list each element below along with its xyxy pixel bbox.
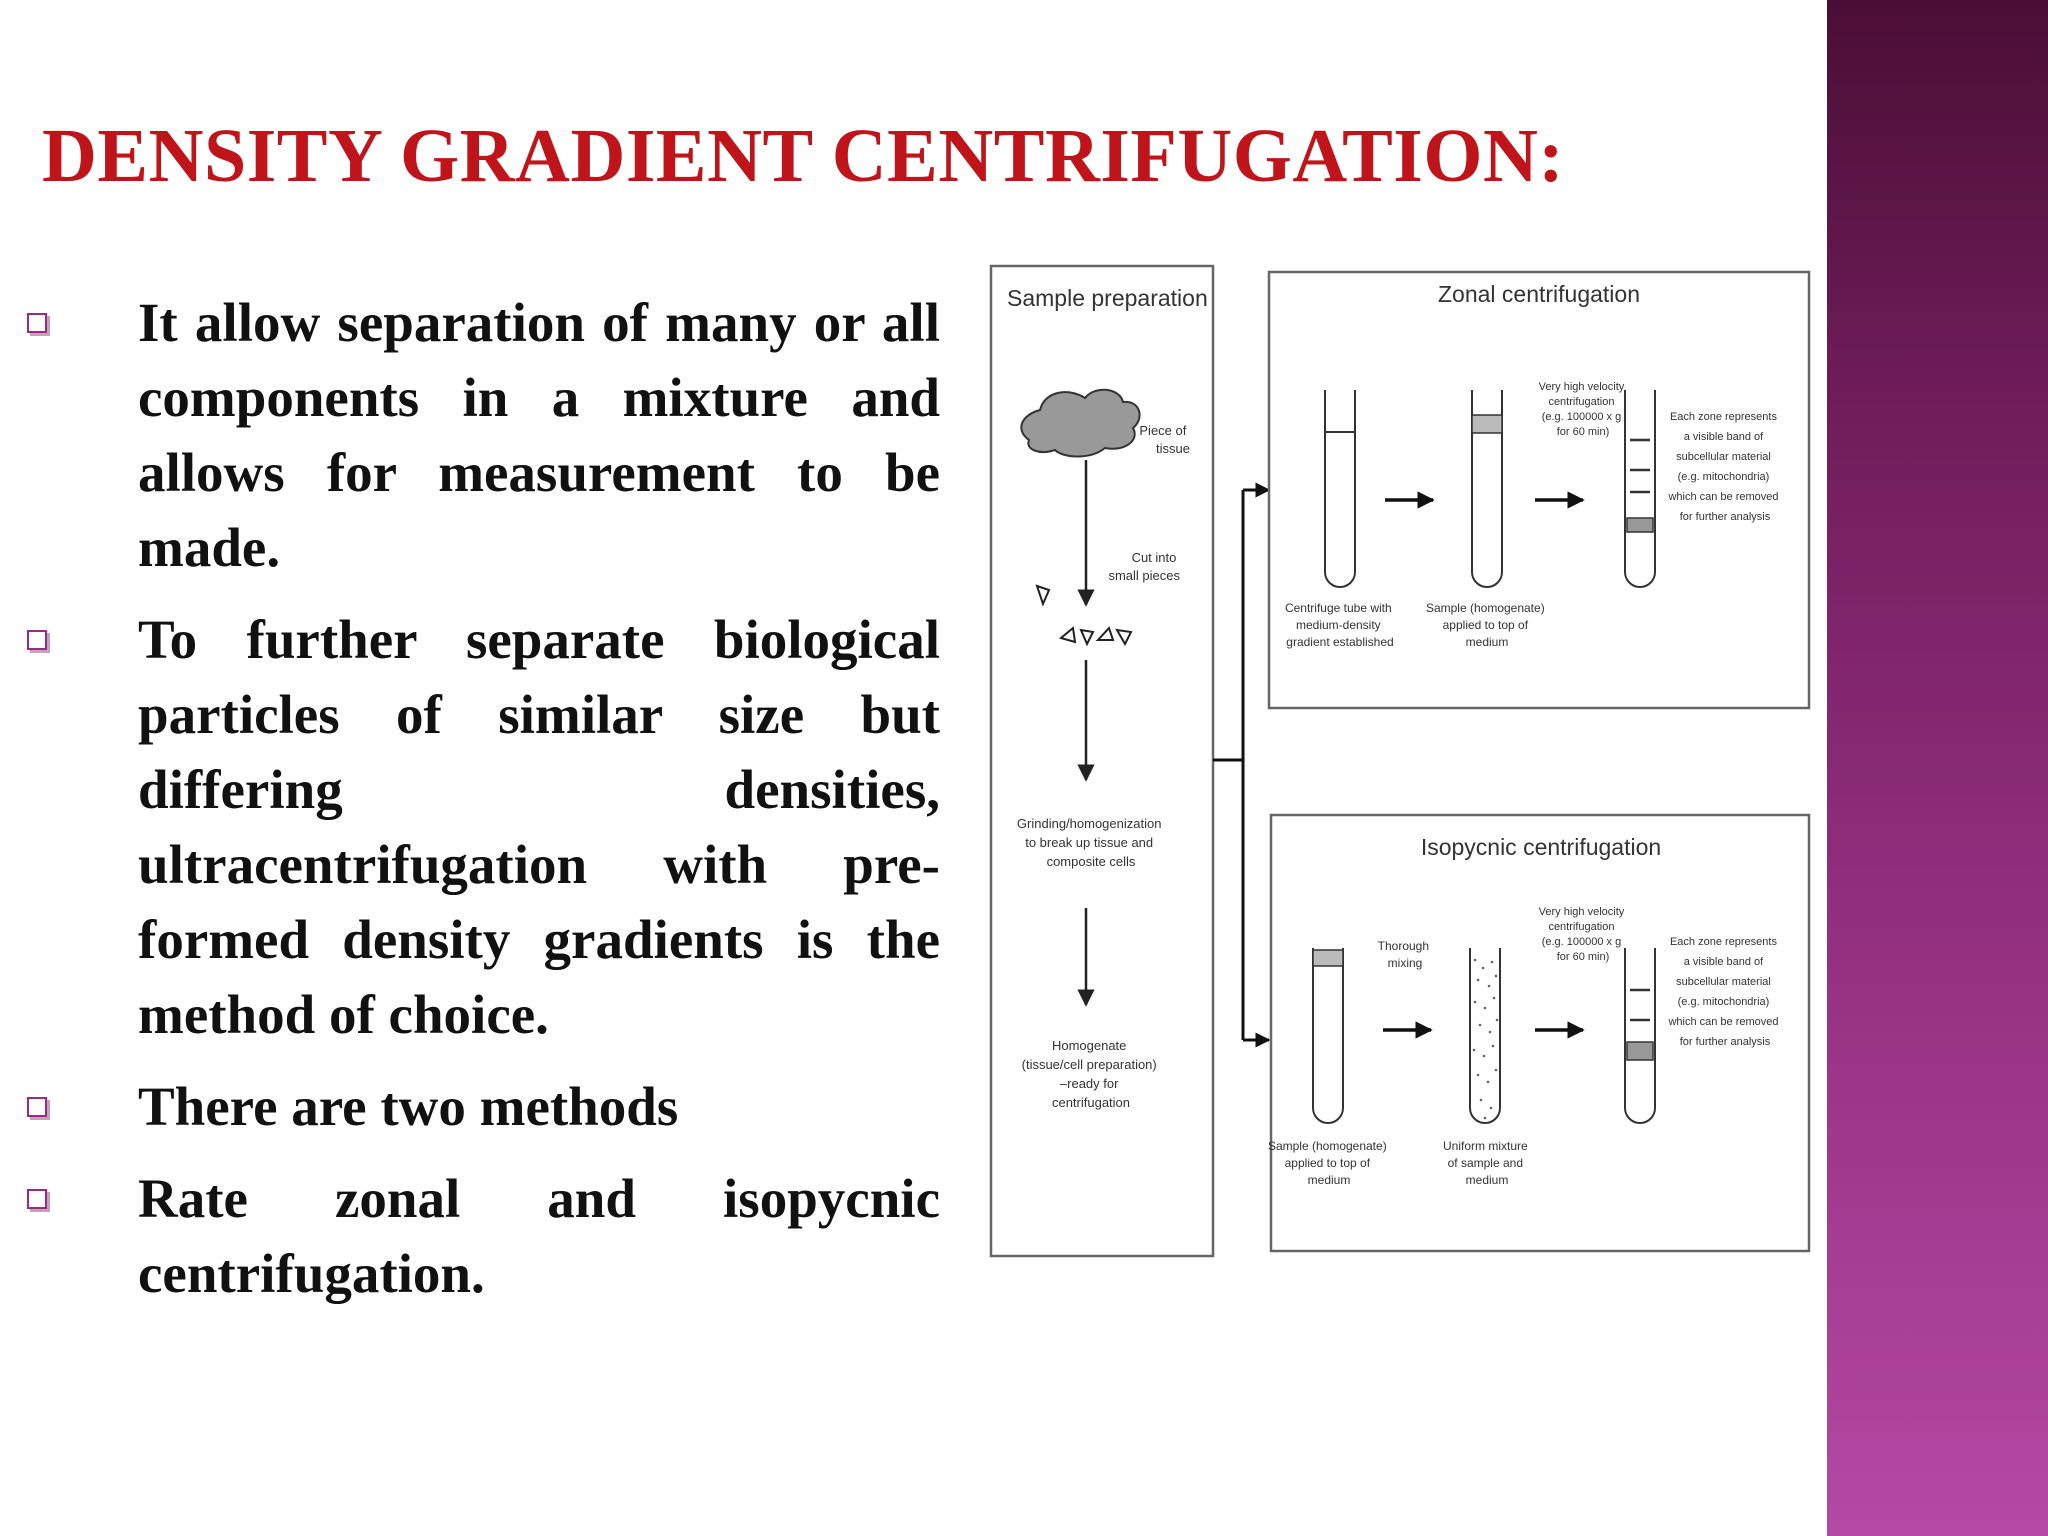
homogenate-label: Homogenate (tissue/cell preparation) –ready for centrifugation bbox=[1021, 1038, 1157, 1110]
sample-prep-title: Sample preparation bbox=[1007, 285, 1208, 311]
isopycnic-panel bbox=[1271, 815, 1809, 1251]
bullet-text: To further separate biological particles of similar size but differing densities, ultracentrifugation with pre-formed density gradients is the method of choice. bbox=[138, 609, 940, 1045]
centrifuge-tube bbox=[1325, 390, 1355, 587]
panel-connectors bbox=[1213, 490, 1269, 1040]
bullet-text: Rate zonal and isopycnic centrifugation. bbox=[138, 1168, 940, 1304]
bullet-item bbox=[20, 285, 940, 585]
bullet-item bbox=[20, 602, 940, 1052]
isopycnic-title: Isopycnic centrifugation bbox=[1420, 834, 1662, 860]
iso-zone-note: Each zone represents a visible band of subcellular material (e.g. mitochondria) which can be removed for further analysis bbox=[1668, 936, 1779, 1048]
bullet-text: There are two methods bbox=[138, 1076, 679, 1137]
bullet-list bbox=[20, 285, 940, 1328]
centrifuge-tube bbox=[1470, 948, 1500, 1123]
slide-title: DENSITY GRADIENT CENTRIFUGATION: bbox=[42, 114, 1565, 198]
bullet-item bbox=[20, 1161, 940, 1311]
zonal-title: Zonal centrifugation bbox=[1437, 281, 1641, 307]
hollow-square-icon bbox=[27, 630, 47, 650]
bullet-item bbox=[20, 1069, 940, 1144]
diagram-svg bbox=[985, 260, 1815, 1260]
centrifuge-tube bbox=[1313, 948, 1343, 1123]
hollow-square-icon bbox=[27, 313, 47, 333]
iso-velocity-label: Very high velocity centrifugation (e.g. 100000 x g for 60 min) bbox=[1538, 906, 1625, 963]
centrifuge-tube bbox=[1625, 948, 1655, 1123]
cut-label: Cut into small pieces bbox=[1108, 550, 1180, 583]
iso-tube2-label: Uniform mixture of sample and medium bbox=[1442, 1139, 1528, 1187]
zonal-tube1-label: Centrifuge tube with medium-density gradient established bbox=[1284, 601, 1394, 649]
hollow-square-icon bbox=[27, 1097, 47, 1117]
zonal-zone-note: Each zone represents a visible band of subcellular material (e.g. mitochondria) which can be removed for further analysis bbox=[1668, 411, 1779, 523]
iso-tube1-label: Sample (homogenate) applied to top of medium bbox=[1267, 1139, 1387, 1187]
bullet-text: It allow separation of many or all components in a mixture and allows for measurement to be made. bbox=[138, 292, 940, 578]
decorative-side-band bbox=[1827, 0, 2048, 1536]
thorough-mixing-label: Thorough mixing bbox=[1377, 939, 1430, 970]
zonal-velocity-label: Very high velocity centrifugation (e.g. 100000 x g for 60 min) bbox=[1538, 381, 1625, 438]
tissue-label: Piece of tissue bbox=[1139, 423, 1190, 456]
centrifugation-diagram bbox=[985, 260, 1815, 1260]
zonal-tube2-label: Sample (homogenate) applied to top of medium bbox=[1425, 601, 1545, 649]
grinding-label: Grinding/homogenization to break up tissue and composite cells bbox=[1016, 816, 1162, 869]
centrifuge-tube bbox=[1625, 390, 1655, 587]
hollow-square-icon bbox=[27, 1189, 47, 1209]
